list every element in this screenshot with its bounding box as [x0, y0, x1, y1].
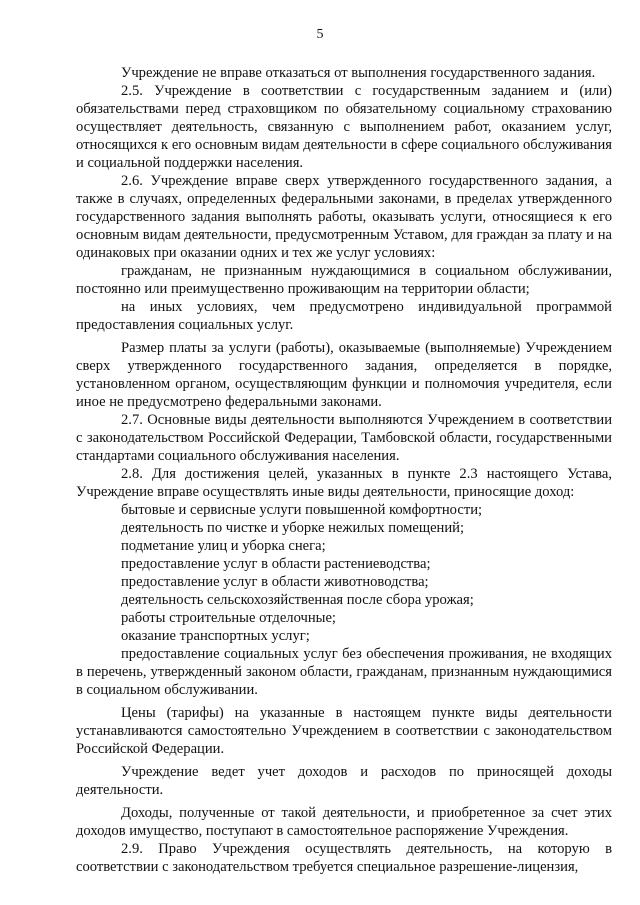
paragraph: 2.8. Для достижения целей, указанных в пункте 2.3 настоящего Устава, Учреждение вправе осуществлять иные виды деятельности, приносящие доход: — [76, 466, 612, 500]
page-number: 5 — [316, 27, 324, 42]
paragraph: Учреждение не вправе отказаться от выполнения государственного задания. — [121, 65, 596, 81]
paragraph: гражданам, не признанным нуждающимися в социальном обслуживании, постоянно или преимущественно проживающим на территории области; — [76, 263, 612, 297]
list-item: деятельность сельскохозяйственная после сбора урожая; — [121, 592, 474, 608]
list-item: подметание улиц и уборка снега; — [121, 538, 326, 554]
paragraph: Доходы, полученные от такой деятельности, и приобретенное за счет этих доходов имущество, поступают в самостоятельное распоряжение Учреждения. — [76, 805, 612, 839]
list-item: оказание транспортных услуг; — [121, 628, 310, 644]
list-item: деятельность по чистке и уборке нежилых помещений; — [121, 520, 465, 536]
paragraph: Цены (тарифы) на указанные в настоящем пункте виды деятельности устанавливаются самостоятельно Учреждением в соответствии с законодательством Российской Федерации. — [76, 705, 612, 757]
paragraph: 2.5. Учреждение в соответствии с государственным заданием и (или) обязательствами перед страховщиком по обязательному социальному страхованию осуществляет деятельность, связанную с выполнением работ, оказанием услуг, относящихся к его основным видам деятельности в сфере социального обслуживания и социальной поддержки населения. — [76, 83, 612, 171]
document-body — [76, 64, 612, 876]
paragraph: 2.7. Основные виды деятельности выполняются Учреждением в соответствии с законодательством Российской Федерации, Тамбовской области, государственными стандартами социального обслуживания населения. — [76, 412, 612, 464]
list-item: работы строительные отделочные; — [121, 610, 336, 626]
list-item: бытовые и сервисные услуги повышенной комфортности; — [121, 502, 483, 518]
paragraph: Размер платы за услуги (работы), оказываемые (выполняемые) Учреждением сверх утвержденного государственного задания, определяется в порядке, установленном органом, осуществляющим функции и полномочия учредителя, если иное не предусмотрено федеральными законами. — [76, 340, 612, 410]
list-item: предоставление услуг в области животноводства; — [121, 574, 429, 590]
list-item: предоставление услуг в области растениеводства; — [121, 556, 431, 572]
paragraph: 2.6. Учреждение вправе сверх утвержденного государственного задания, а также в случаях, определенных федеральными законами, в пределах утвержденного государственного задания выполнять работы, оказывать услуги, относящиеся к его основным видам деятельности, предусмотренным Уставом, для граждан за плату и на одинаковых при оказании одних и тех же услуг условиях: — [76, 173, 612, 261]
paragraph: 2.9. Право Учреждения осуществлять деятельность, на которую в соответствии с законодательством требуется специальное разрешение-лицензия, — [76, 841, 612, 875]
list-item: предоставление социальных услуг без обеспечения проживания, не входящих в перечень, утвержденный законом области, гражданам, признанным нуждающимися в социальном обслуживании. — [76, 646, 612, 698]
paragraph: Учреждение ведет учет доходов и расходов по приносящей доходы деятельности. — [76, 764, 612, 798]
paragraph: на иных условиях, чем предусмотрено индивидуальной программой предоставления социальных услуг. — [76, 299, 612, 333]
